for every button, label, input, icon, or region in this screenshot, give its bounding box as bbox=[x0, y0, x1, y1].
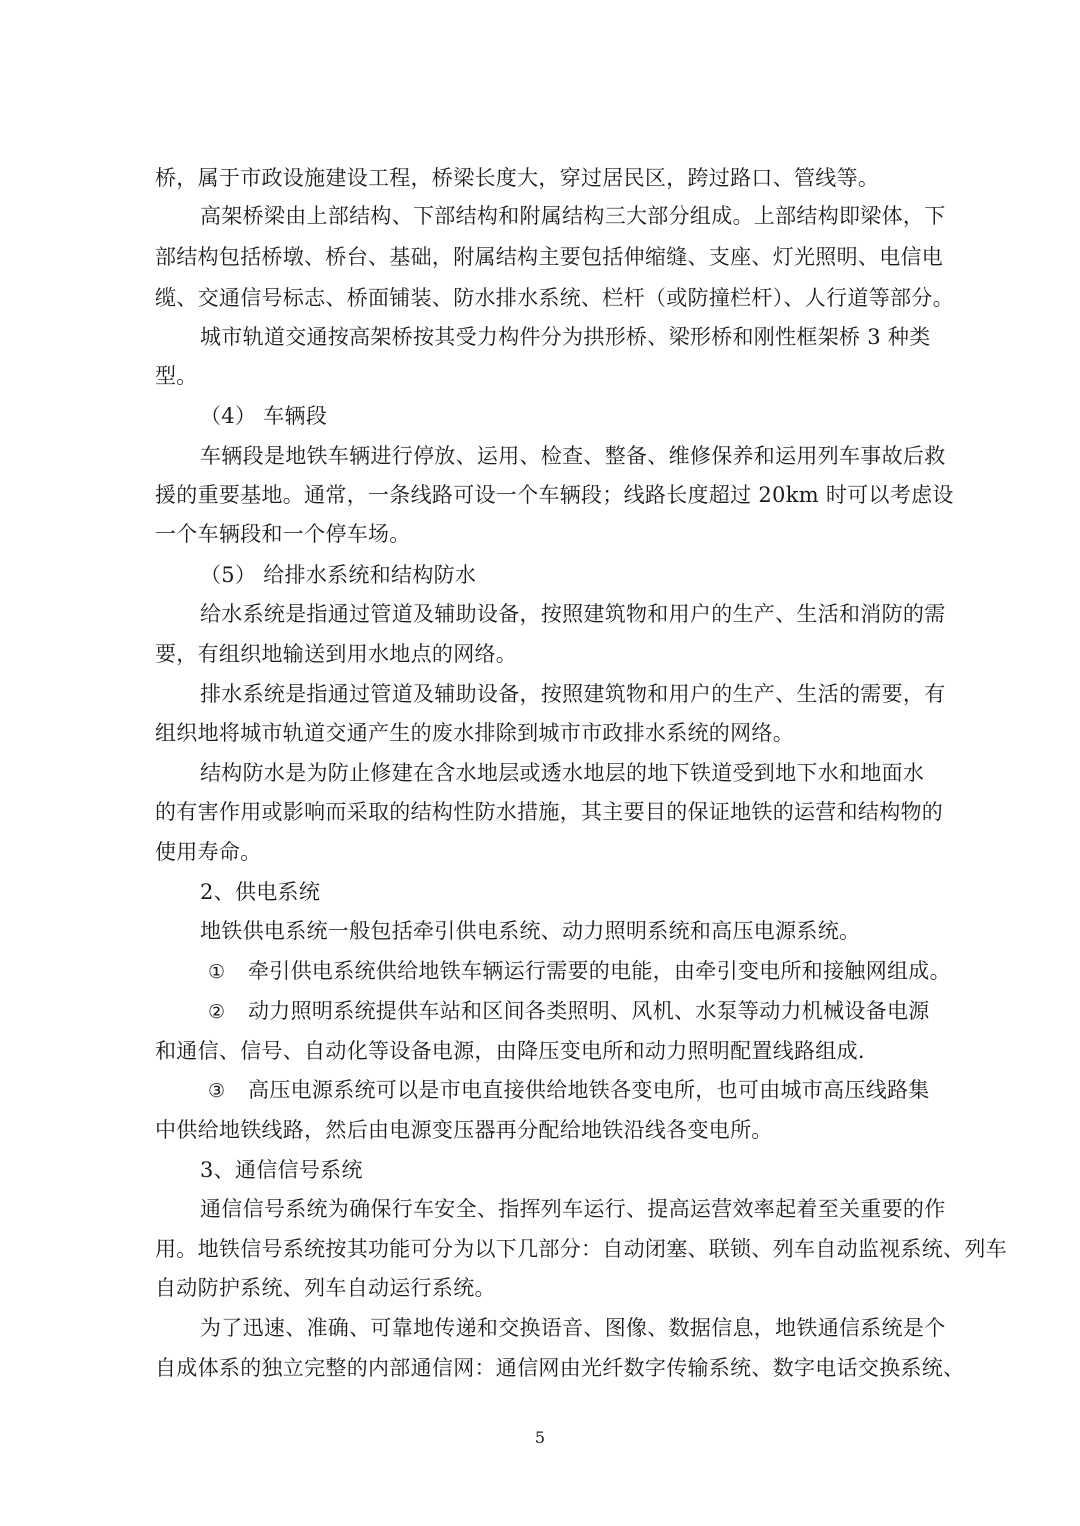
text-line: 排水系统是指通过管道及辅助设备，按照建筑物和用户的生产、生活的需要，有 bbox=[200, 682, 946, 706]
text-line: 缆、交通信号标志、桥面铺装、防水排水系统、栏杆（或防撞栏杆）、人行道等部分。 bbox=[155, 286, 954, 310]
text-line: 车辆段是地铁车辆进行停放、运用、检查、整备、维修保养和运用列车事故后救 bbox=[200, 444, 946, 468]
bullet-text: 动力照明系统提供车站和区间各类照明、风机、水泵等动力机械设备电源 bbox=[248, 999, 930, 1023]
page-number: 5 bbox=[534, 1428, 546, 1447]
section-heading: （5） 给排水系统和结构防水 bbox=[200, 563, 477, 587]
section-heading: 2、供电系统 bbox=[200, 880, 321, 904]
section-heading: （4） 车辆段 bbox=[200, 404, 328, 428]
text-line: 城市轨道交通按高架桥按其受力构件分为拱形桥、梁形桥和刚性框架桥 3 种类 bbox=[200, 325, 931, 349]
section-heading: 3、通信信号系统 bbox=[200, 1158, 363, 1182]
text-line: 和通信、信号、自动化等设备电源，由降压变电所和动力照明配置线路组成. bbox=[155, 1039, 865, 1063]
bullet-item bbox=[208, 1076, 930, 1105]
text-line: 部结构包括桥墩、桥台、基础，附属结构主要包括伸缩缝、支座、灯光照明、电信电 bbox=[155, 245, 944, 269]
text-line: 自动防护系统、列车自动运行系统。 bbox=[155, 1276, 496, 1300]
bullet-text: 牵引供电系统供给地铁车辆运行需要的电能，由牵引变电所和接触网组成。 bbox=[248, 959, 951, 983]
text-line: 高架桥梁由上部结构、下部结构和附属结构三大部分组成。上部结构即梁体，下 bbox=[200, 204, 946, 228]
text-line: 桥，属于市政设施建设工程，桥梁长度大，穿过居民区，跨过路口、管线等。 bbox=[155, 166, 880, 190]
bullet-item bbox=[208, 957, 951, 986]
text-line: 组织地将城市轨道交通产生的废水排除到城市市政排水系统的网络。 bbox=[155, 721, 794, 745]
text-line: 援的重要基地。通常，一条线路可设一个车辆段；线路长度超过 20km 时可以考虑设 bbox=[155, 483, 954, 507]
text-line: 使用寿命。 bbox=[155, 840, 262, 864]
text-line: 自成体系的独立完整的内部通信网：通信网由光纤数字传输系统、数字电话交换系统、 bbox=[155, 1356, 965, 1380]
text-line: 为了迅速、准确、可靠地传递和交换语音、图像、数据信息，地铁通信系统是个 bbox=[200, 1316, 946, 1340]
text-line: 要，有组织地输送到用水地点的网络。 bbox=[155, 642, 518, 666]
bullet-marker: ② bbox=[208, 1001, 226, 1023]
bullet-marker: ① bbox=[208, 961, 226, 983]
text-line: 中供给地铁线路，然后由电源变压器再分配给地铁沿线各变电所。 bbox=[155, 1118, 773, 1142]
bullet-marker: ③ bbox=[208, 1080, 226, 1102]
text-line: 用。地铁信号系统按其功能可分为以下几部分：自动闭塞、联锁、列车自动监视系统、列车 bbox=[155, 1237, 1007, 1261]
text-line: 的有害作用或影响而采取的结构性防水措施，其主要目的保证地铁的运营和结构物的 bbox=[155, 800, 944, 824]
bullet-item bbox=[208, 997, 930, 1026]
text-line: 地铁供电系统一般包括牵引供电系统、动力照明系统和高压电源系统。 bbox=[200, 919, 861, 943]
text-line: 给水系统是指通过管道及辅助设备，按照建筑物和用户的生产、生活和消防的需 bbox=[200, 602, 946, 626]
text-line: 结构防水是为防止修建在含水地层或透水地层的地下铁道受到地下水和地面水 bbox=[200, 761, 925, 785]
text-line: 型。 bbox=[155, 364, 198, 388]
text-line: 一个车辆段和一个停车场。 bbox=[155, 522, 411, 546]
bullet-text: 高压电源系统可以是市电直接供给地铁各变电所，也可由城市高压线路集 bbox=[248, 1078, 930, 1102]
text-line: 通信信号系统为确保行车安全、指挥列车运行、提高运营效率起着至关重要的作 bbox=[200, 1197, 946, 1221]
